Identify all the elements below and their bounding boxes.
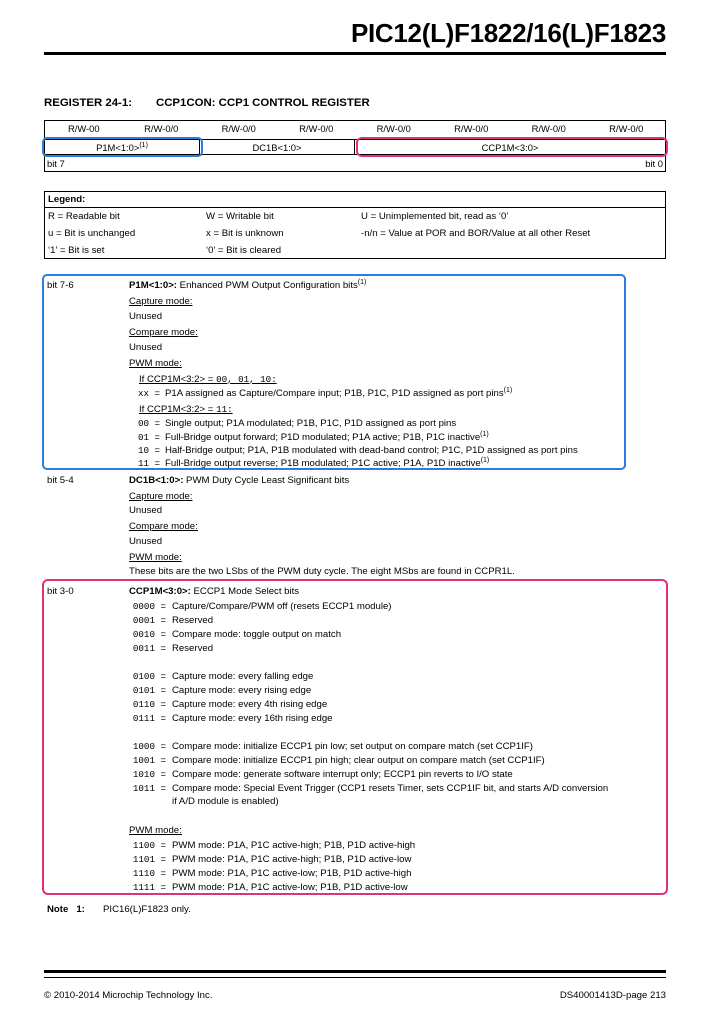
bit76-title-footnote: (1) bbox=[357, 278, 367, 286]
mode-desc: PWM mode: P1A, P1C active-high; P1B, P1D active-low bbox=[172, 854, 412, 865]
legend-unknown: x = Bit is unknown bbox=[206, 228, 284, 239]
mode-code: 0001 = bbox=[132, 615, 166, 626]
mode-desc: Capture mode: every 4th rising edge bbox=[172, 699, 328, 710]
bit54-title bbox=[129, 475, 349, 486]
mode-code: 1100 = bbox=[132, 840, 166, 851]
bit30-title bbox=[129, 586, 299, 597]
mode-code: 1010 = bbox=[132, 769, 166, 780]
bit76-item-desc-text: Full-Bridge output reverse; P1B modulated; P1C active; P1A, P1D inactive bbox=[165, 458, 481, 469]
bit76-item-desc bbox=[165, 418, 456, 429]
bit76-label: bit 7-6 bbox=[47, 280, 74, 291]
bit76-item-desc-text: Single output; P1A modulated; P1B, P1C, P1D assigned as port pins bbox=[165, 418, 457, 429]
bit76-capture-mode: Capture mode: bbox=[129, 296, 193, 307]
bit76-item-code: 00 = bbox=[137, 418, 160, 429]
bit76-condition-2-text: If CCP1M<3:2> = bbox=[139, 404, 217, 415]
footer-rule-thick bbox=[44, 970, 666, 973]
footnote bbox=[47, 904, 191, 915]
register-name: CCP1CON: CCP1 CONTROL REGISTER bbox=[155, 97, 370, 109]
legend-reset-value: -n/n = Value at POR and BOR/Value at all other Reset bbox=[361, 228, 591, 239]
footnote-label: Note 1: bbox=[47, 904, 85, 915]
legend-bit-set: ‘1’ = Bit is set bbox=[48, 245, 105, 256]
bit-range-labels bbox=[47, 158, 663, 170]
bit54-title-name: DC1B<1:0>: bbox=[129, 475, 184, 486]
mode-code: 1101 = bbox=[132, 854, 166, 865]
mode-code: 1111 = bbox=[132, 882, 166, 893]
bit54-pwm-mode: PWM mode: bbox=[129, 552, 182, 563]
bit76-condition-1 bbox=[139, 374, 277, 385]
bit76-title-text: Enhanced PWM Output Configuration bits bbox=[177, 280, 358, 291]
rw-row bbox=[45, 123, 665, 137]
legend-divider bbox=[45, 207, 665, 208]
mode-desc: PWM mode: P1A, P1C active-high; P1B, P1D active-high bbox=[172, 840, 416, 851]
header-rule bbox=[44, 52, 666, 55]
mode-desc: Compare mode: initialize ECCP1 pin low; set output on compare match (set CCP1IF) bbox=[172, 741, 533, 752]
bit76-item-desc-text: Half-Bridge output; P1A, P1B modulated with dead-band control; P1C, P1D assigned as port pins bbox=[165, 445, 578, 456]
bit76-xx-desc bbox=[165, 388, 512, 399]
rw-bit3: R/W-0/0 bbox=[376, 123, 411, 134]
bit76-title bbox=[129, 280, 366, 291]
mode-code: 1011 = bbox=[132, 783, 166, 794]
bit76-compare-value: Unused bbox=[129, 342, 163, 353]
mode-code: 0101 = bbox=[132, 685, 166, 696]
rw-bit2: R/W-0/0 bbox=[454, 123, 489, 134]
mode-desc: PWM mode: P1A, P1C active-low; P1B, P1D active-low bbox=[172, 882, 408, 893]
page-title: PIC12(L)F1822/16(L)F1823 bbox=[350, 18, 666, 48]
mode-code: 0010 = bbox=[132, 629, 166, 640]
bit30-title-text: ECCP1 Mode Select bits bbox=[190, 586, 300, 597]
bit76-item-footnote: (1) bbox=[480, 430, 489, 438]
mode-desc: Capture mode: every 16th rising edge bbox=[172, 713, 333, 724]
mode-desc: Compare mode: generate software interrupt only; ECCP1 pin reverts to I/O state bbox=[172, 769, 513, 780]
field-ccp1m: CCP1M<3:0> bbox=[481, 142, 539, 153]
rw-bit0: R/W-0/0 bbox=[609, 123, 644, 134]
rw-bit5: R/W-0/0 bbox=[221, 123, 256, 134]
bit76-condition-2-code: 11: bbox=[216, 404, 233, 415]
mode-code: 0000 = bbox=[132, 601, 166, 612]
bit30-label: bit 3-0 bbox=[47, 586, 74, 597]
mode-desc: Reserved bbox=[172, 643, 214, 654]
register-title bbox=[44, 97, 370, 109]
mode-code: 0011 = bbox=[132, 643, 166, 654]
highlight-p1m-field bbox=[42, 137, 203, 157]
mode-desc: Reserved bbox=[172, 615, 214, 626]
legend-writable: W = Writable bit bbox=[206, 211, 274, 222]
bit76-capture-value: Unused bbox=[129, 311, 163, 322]
bit76-xx-desc-text: P1A assigned as Capture/Compare input; P1B, P1C, P1D assigned as port pins bbox=[165, 388, 504, 399]
mode-code: 0111 = bbox=[132, 713, 166, 724]
legend-unimplemented: U = Unimplemented bit, read as ‘0’ bbox=[361, 211, 509, 222]
mode-desc: Capture/Compare/PWM off (resets ECCP1 module) bbox=[172, 601, 392, 612]
rw-bit6: R/W-0/0 bbox=[144, 123, 179, 134]
footer-page-number: DS40001413D-page 213 bbox=[559, 990, 666, 1001]
bit-high-label: bit 7 bbox=[47, 158, 65, 169]
legend-readable: R = Readable bit bbox=[48, 211, 120, 222]
bit54-title-text: PWM Duty Cycle Least Significant bits bbox=[183, 475, 350, 486]
mode-code: 1000 = bbox=[132, 741, 166, 752]
bit54-pwm-value: These bits are the two LSbs of the PWM duty cycle. The eight MSbs are found in CCPR1L. bbox=[129, 566, 515, 577]
bit76-item-footnote: (1) bbox=[480, 456, 490, 464]
mode-desc: PWM mode: P1A, P1C active-low; P1B, P1D active-high bbox=[172, 868, 412, 879]
bit76-pwm-mode: PWM mode: bbox=[129, 358, 182, 369]
field-dc1b: DC1B<1:0> bbox=[200, 140, 355, 155]
rw-bit4: R/W-0/0 bbox=[299, 123, 334, 134]
bit30-pwm-mode: PWM mode: bbox=[129, 825, 182, 836]
mode-code: 1001 = bbox=[132, 755, 166, 766]
bit76-item-code: 10 = bbox=[137, 445, 160, 456]
footnote-text: PIC16(L)F1823 only. bbox=[103, 904, 191, 915]
highlight-ccp1m-field bbox=[356, 137, 668, 157]
bit30-title-name: CCP1M<3:0>: bbox=[129, 586, 191, 597]
mode-code: 0100 = bbox=[132, 671, 166, 682]
bit76-condition-1-code: 00, 01, 10: bbox=[216, 374, 277, 385]
bit76-item-desc bbox=[165, 432, 489, 443]
bit76-item-desc-text: Full-Bridge output forward; P1D modulated; P1A active; P1B, P1C inactive bbox=[165, 432, 481, 443]
field-p1m-footnote: (1) bbox=[139, 141, 148, 149]
bit54-capture-value: Unused bbox=[129, 505, 163, 516]
bit76-item-code: 01 = bbox=[137, 432, 160, 443]
legend-title: Legend: bbox=[48, 194, 86, 205]
rw-bit7: R/W-00 bbox=[67, 123, 100, 134]
register-number: REGISTER 24-1: bbox=[44, 97, 132, 109]
rw-bit1: R/W-0/0 bbox=[531, 123, 566, 134]
footer-copyright: © 2010-2014 Microchip Technology Inc. bbox=[44, 990, 213, 1001]
bit76-xx-code: xx = bbox=[137, 388, 160, 399]
mode-desc: Capture mode: every falling edge bbox=[172, 671, 314, 682]
mode-desc-continued: if A/D module is enabled) bbox=[172, 796, 279, 807]
legend-bit-cleared: ‘0’ = Bit is cleared bbox=[206, 245, 282, 256]
bit54-label: bit 5-4 bbox=[47, 475, 74, 486]
bit76-item-desc bbox=[165, 458, 489, 469]
bit-low-label: bit 0 bbox=[645, 158, 663, 169]
bit54-capture-mode: Capture mode: bbox=[129, 491, 193, 502]
footer-rule-thin bbox=[44, 977, 666, 978]
bit76-xx-footnote: (1) bbox=[503, 386, 513, 394]
mode-desc: Capture mode: every rising edge bbox=[172, 685, 312, 696]
mode-desc: Compare mode: initialize ECCP1 pin high; clear output on compare match (set CCP1IF) bbox=[172, 755, 545, 766]
bit76-item-desc bbox=[165, 445, 578, 456]
bit76-item-code: 11 = bbox=[137, 458, 160, 469]
bit54-compare-value: Unused bbox=[129, 536, 163, 547]
bit76-compare-mode: Compare mode: bbox=[129, 327, 198, 338]
mode-desc: Compare mode: Special Event Trigger (CCP1 resets Timer, sets CCP1IF bit, and starts A/D conversion bbox=[172, 783, 609, 794]
bit54-compare-mode: Compare mode: bbox=[129, 521, 198, 532]
field-p1m-label: P1M<1:0> bbox=[96, 142, 140, 153]
bit76-title-name: P1M<1:0>: bbox=[129, 280, 177, 291]
mode-desc: Compare mode: toggle output on match bbox=[172, 629, 342, 640]
bit76-condition-2 bbox=[139, 404, 233, 415]
legend-unchanged: u = Bit is unchanged bbox=[48, 228, 136, 239]
mode-code: 1110 = bbox=[132, 868, 166, 879]
mode-code: 0110 = bbox=[132, 699, 166, 710]
bit76-condition-1-text: If CCP1M<3:2> = bbox=[139, 374, 217, 385]
legend-box bbox=[44, 191, 666, 259]
